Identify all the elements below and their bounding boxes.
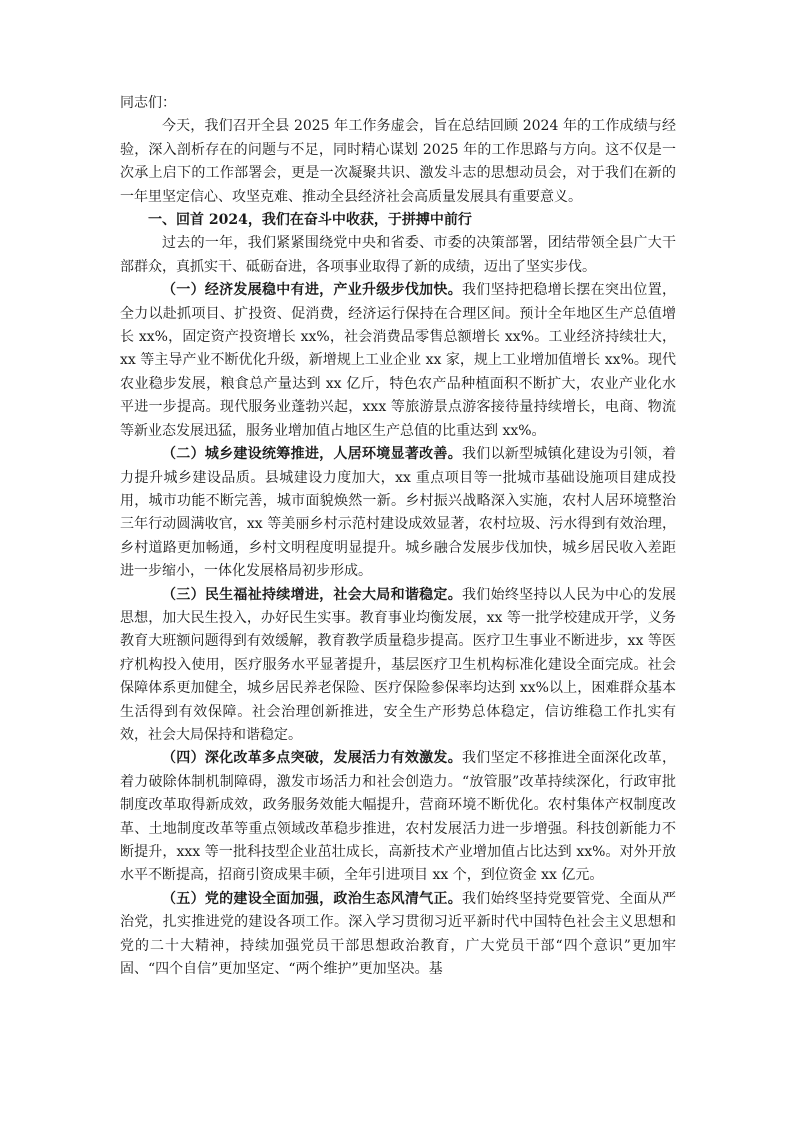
item-5-text: 我们始终坚持党要管党、全面从严治党，扎实推进党的建设各项工作。深入学习贯彻习近平新时代中国特色社会主义思想和党的二十大精神，持续加强党员干部思想政治教育，广大党员干部“四个意识”更加牢固、“四个自信”更加坚定、“两个维护”更加坚决。基: [120, 890, 676, 978]
salutation: 同志们：: [120, 95, 176, 111]
item-5-lead: （五）党的建设全面加强，政治生态风清气正。: [162, 890, 462, 907]
item-2-paragraph: [120, 443, 676, 583]
item-2-lead: （二）城乡建设统筹推进，人居环境显著改善。: [162, 446, 462, 463]
item-5-paragraph: [120, 888, 676, 982]
document-page: [120, 92, 676, 981]
item-4-text: 我们坚定不移推进全面深化改革，着力破除体制机制障碍，激发市场活力和社会创造力。“放管服”改革持续深化，行政审批制度改革取得新成效，政务服务效能大幅提升，营商环境不断优化。农村集体产权制度改革、土地制度改革等重点领域改革稳步推进，农村发展活力进一步增强。科技创新能力不断提升，xxx 等一批科技型企业茁壮成长，高新技术产业增加值占比达到 xx%。对外开放水平不断提高，招商引资成果丰硕，全年引进项目 xx 个，到位资金 xx 亿元。: [120, 750, 676, 884]
item-3-lead: （三）民生福祉持续增进，社会大局和谐稳定。: [162, 586, 462, 603]
item-1-text: 我们坚持把稳增长摆在突出位置，全力以赴抓项目、扩投资、促消费，经济运行保持在合理区间。预计全年地区生产总值增长 xx%，固定资产投资增长 xx%，社会消费品零售总额增长 xx%。工业经济持续壮大，xx 等主导产业不断优化升级，新增规上工业企业 xx 家，规上工业增加值增长 xx%。现代农业稳步发展，粮食总产量达到 xx 亿斤，特色农产品种植面积不断扩大，农业产业化水平进一步提高。现代服务业蓬勃兴起，xxx 等旅游景点游客接待量持续增长，电商、物流等新业态发展迅猛，服务业增加值占地区生产总值的比重达到 xx%。: [120, 282, 676, 439]
item-1-paragraph: [120, 279, 676, 443]
section-1-summary: 过去的一年，我们紧紧围绕党中央和省委、市委的决策部署，团结带领全县广大干部群众，真抓实干、砥砺奋进，各项事业取得了新的成绩，迈出了坚实步伐。: [120, 235, 676, 275]
item-1-lead: （一）经济发展稳中有进，产业升级步伐加快。: [162, 282, 462, 299]
item-4-lead: （四）深化改革多点突破，发展活力有效激发。: [162, 750, 462, 767]
item-2-text: 我们以新型城镇化建设为引领，着力提升城乡建设品质。县城建设力度加大，xx 重点项目等一批城市基础设施项目建成投用，城市功能不断完善，城市面貌焕然一新。乡村振兴战略深入实施，农村人居环境整治三年行动圆满收官，xx 等美丽乡村示范村建设成效显著，农村垃圾、污水得到有效治理，乡村道路更加畅通，乡村文明程度明显提升。城乡融合发展步伐加快，城乡居民收入差距进一步缩小，一体化发展格局初步形成。: [120, 446, 676, 580]
item-4-paragraph: [120, 747, 676, 887]
section-1-title: 一、回首 2024，我们在奋斗中收获，于拼搏中前行: [148, 212, 472, 229]
intro-paragraph: 今天，我们召开全县 2025 年工作务虚会，旨在总结回顾 2024 年的工作成绩与经验，深入剖析存在的问题与不足，同时精心谋划 2025 年的工作思路与方向。这不仅是一次承上启下的工作部署会，更是一次凝聚共识、激发斗志的思想动员会，对于我们在新的一年里坚定信心、攻坚克难、推动全县经济社会高质量发展具有重要意义。: [120, 118, 676, 205]
item-3-text: 我们始终坚持以人民为中心的发展思想，加大民生投入，办好民生实事。教育事业均衡发展，xx 等一批学校建成开学，义务教育大班额问题得到有效缓解，教育教学质量稳步提高。医疗卫生事业不断进步，xx 等医疗机构投入使用，医疗服务水平显著提升，基层医疗卫生机构标准化建设全面完成。社会保障体系更加健全，城乡居民养老保险、医疗保险参保率均达到 xx%以上，困难群众基本生活得到有效保障。社会治理创新推进，安全生产形势总体稳定，信访维稳工作扎实有效，社会大局保持和谐稳定。: [120, 586, 676, 743]
item-3-paragraph: [120, 584, 676, 748]
